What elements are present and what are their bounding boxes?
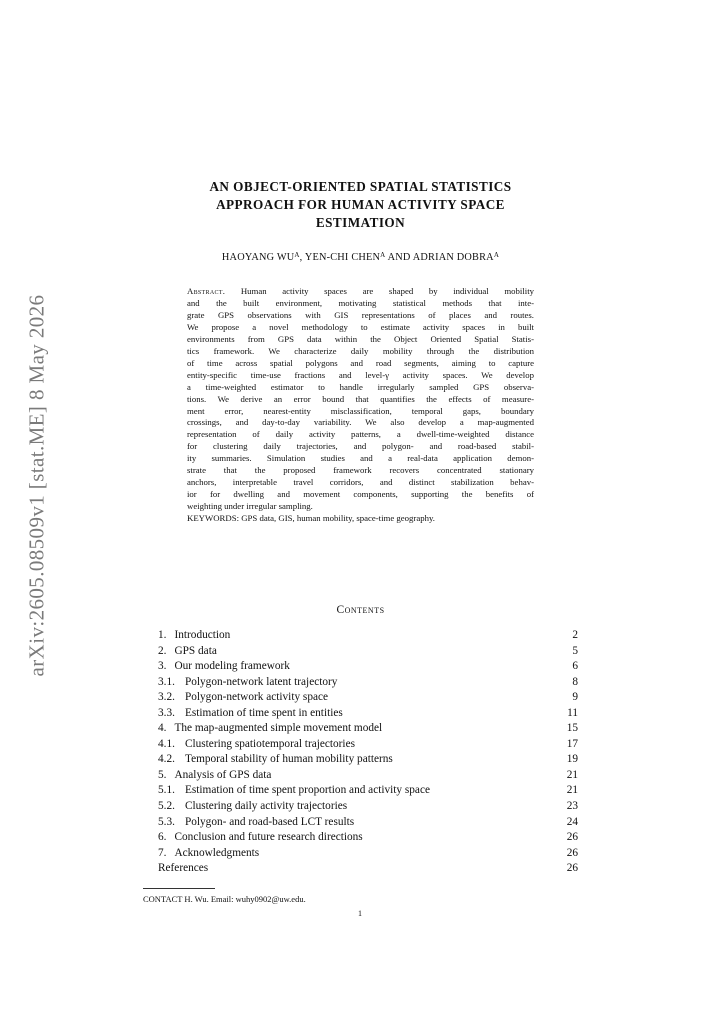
toc-entry[interactable]: [158, 628, 578, 644]
abstract-line: [187, 453, 534, 465]
toc-section-label: Estimation of time spent proportion and activity space: [184, 784, 430, 797]
abstract-line-text: representation of daily activity patterns, a dwell-time-weighted distance: [187, 429, 534, 440]
arxiv-identifier-stamp: [17, 290, 57, 680]
toc-entry[interactable]: [158, 846, 578, 862]
toc-section-label: Estimation of time spent in entities: [184, 706, 343, 719]
abstract-line: [187, 310, 534, 322]
toc-page-number: 26: [566, 831, 578, 844]
abstract-line: [187, 441, 534, 453]
toc-entry-title: [158, 783, 430, 799]
abstract-line-text: grate GPS observations with GIS representations of places and routes.: [187, 309, 534, 320]
abstract-line: [187, 465, 534, 477]
abstract-line-text: anchors, interpretable travel corridors, and distinct stabilization behav-: [187, 477, 534, 488]
toc-entry-title: [158, 659, 290, 675]
toc-entry[interactable]: [158, 690, 578, 706]
toc-entry[interactable]: [158, 783, 578, 799]
abstract-line: [187, 298, 534, 310]
toc-page-number: 26: [566, 862, 578, 875]
toc-section-number: 3.3.: [158, 706, 175, 719]
toc-section-number: 4.1.: [158, 737, 175, 750]
toc-section-number: 5.1.: [158, 784, 175, 797]
footnote-divider: [143, 888, 215, 889]
toc-entry[interactable]: [158, 815, 578, 831]
abstract-line-text: tions. We derive an error bound that quantifies the effects of measure-: [187, 393, 534, 404]
toc-section-label: The map-augmented simple movement model: [174, 722, 383, 735]
toc-section-label: Conclusion and future research directions: [174, 831, 363, 844]
toc-entry-title: [158, 644, 217, 660]
paper-title: [150, 178, 571, 232]
author-separator: AND: [385, 252, 413, 263]
contents-heading: Contents: [336, 604, 385, 616]
toc-entry[interactable]: [158, 659, 578, 675]
toc-section-label: References: [158, 862, 209, 875]
abstract-line-text: a time-weighted estimator to handle irregularly sampled GPS observa-: [187, 381, 534, 392]
abstract-line: [187, 501, 534, 513]
author-list: [150, 251, 571, 263]
author-name: HAOYANG WU: [221, 252, 295, 263]
toc-section-number: 3.1.: [158, 675, 175, 688]
toc-section-number: 2.: [158, 644, 167, 657]
table-of-contents: [158, 628, 578, 877]
toc-entry[interactable]: [158, 799, 578, 815]
toc-entry[interactable]: [158, 706, 578, 722]
toc-section-label: Introduction: [174, 629, 231, 641]
toc-entry-title: [158, 846, 259, 862]
abstract-line: [187, 429, 534, 441]
toc-page-number: 15: [566, 722, 578, 735]
toc-page-number: 24: [566, 815, 578, 828]
arxiv-identifier-text: arXiv:2605.08509v1 [stat.ME] 8 May 2026: [24, 294, 49, 676]
toc-page-number: 9: [572, 691, 578, 704]
toc-entry-title: [158, 768, 271, 784]
toc-page-number: 26: [566, 846, 578, 859]
abstract-line-text: ment error, nearest-entity misclassification, temporal gaps, boundary: [187, 405, 534, 416]
toc-section-label: Our modeling framework: [174, 660, 290, 673]
toc-page-number: 21: [566, 768, 578, 781]
title-line: ESTIMATION: [315, 215, 406, 230]
toc-entry[interactable]: [158, 737, 578, 753]
abstract-line: [187, 394, 534, 406]
toc-page-number: 8: [572, 675, 578, 688]
abstract-line: [187, 358, 534, 370]
toc-entry-title: [158, 690, 328, 706]
toc-entry[interactable]: [158, 830, 578, 846]
toc-section-number: 7.: [158, 846, 167, 859]
title-line: APPROACH FOR HUMAN ACTIVITY SPACE: [216, 197, 505, 212]
toc-section-label: Analysis of GPS data: [174, 768, 272, 781]
toc-entry-title: [158, 815, 354, 831]
abstract-line: [187, 334, 534, 346]
toc-entry[interactable]: [158, 861, 578, 877]
abstract-line-text: environments from GPS data within the Object Oriented Spatial Statis-: [187, 333, 534, 344]
title-line: AN OBJECT-ORIENTED SPATIAL STATISTICS: [209, 179, 512, 194]
toc-section-number: 1.: [158, 629, 167, 641]
toc-page-number: 23: [566, 800, 578, 813]
abstract-line: [187, 346, 534, 358]
toc-section-label: GPS data: [174, 644, 217, 657]
toc-section-number: 3.: [158, 660, 167, 673]
abstract-line-text: Human activity spaces are shaped by individual mobility: [240, 286, 535, 296]
abstract-line-text: entity-specific time-use fractions and level-γ activity spaces. We develop: [187, 369, 534, 380]
author-affiliation: A: [493, 251, 500, 259]
abstract-line: [187, 406, 534, 418]
toc-section-label: Polygon-network activity space: [184, 691, 329, 704]
abstract-line: [187, 382, 534, 394]
toc-page-number: 19: [566, 753, 578, 766]
toc-entry-title: [158, 830, 363, 846]
toc-page-number: 2: [572, 629, 578, 641]
abstract-line-text: and the built environment, motivating statistical methods that inte-: [187, 297, 534, 308]
toc-entry-title: [158, 737, 355, 753]
abstract-line-text: of time across spatial polygons and road segments, aiming to capture: [187, 357, 534, 368]
toc-entry-title: [158, 675, 337, 691]
toc-entry[interactable]: [158, 675, 578, 691]
toc-entry[interactable]: [158, 721, 578, 737]
toc-page-number: 6: [572, 660, 578, 673]
abstract-line-text: weighting under irregular sampling.: [187, 501, 313, 512]
toc-page-number: 5: [572, 644, 578, 657]
contact-footnote: CONTACT H. Wu. Email: wuhy0902@uw.edu.: [143, 894, 306, 904]
toc-page-number: 21: [566, 784, 578, 797]
toc-section-number: 5.: [158, 768, 167, 781]
toc-section-label: Clustering daily activity trajectories: [184, 800, 348, 813]
abstract-line: [187, 286, 534, 298]
toc-section-label: Polygon- and road-based LCT results: [184, 815, 355, 828]
toc-entry-title: [158, 628, 230, 644]
abstract-line-text: crossings, and day-to-day variability. We also develop a map-augmented: [187, 417, 534, 428]
author-name: ADRIAN DOBRA: [412, 252, 494, 263]
toc-entry[interactable]: [158, 768, 578, 784]
toc-entry-title: [158, 752, 393, 768]
toc-section-label: Clustering spatiotemporal trajectories: [184, 737, 355, 750]
toc-section-label: Polygon-network latent trajectory: [184, 675, 338, 688]
toc-entry[interactable]: [158, 644, 578, 660]
author-separator: ,: [299, 252, 305, 263]
toc-section-number: 5.2.: [158, 800, 175, 813]
page-number: 1: [358, 909, 362, 918]
author-name: YEN-CHI CHEN: [304, 252, 381, 263]
toc-page-number: 11: [567, 706, 578, 719]
toc-section-label: Acknowledgments: [174, 846, 260, 859]
author-affiliation: A: [294, 251, 300, 259]
toc-section-number: 6.: [158, 831, 167, 844]
keywords: KEYWORDS: GPS data, GIS, human mobility, space-time geography.: [187, 513, 435, 524]
toc-section-number: 5.3.: [158, 815, 175, 828]
abstract: [187, 286, 534, 525]
toc-entry[interactable]: [158, 752, 578, 768]
abstract-line-text: for clustering daily trajectories, and polygon- and road-based stabil-: [187, 441, 534, 452]
abstract-heading: Abstract.: [187, 286, 226, 296]
toc-entry-title: [158, 799, 347, 815]
toc-section-number: 3.2.: [158, 691, 175, 704]
toc-section-label: Temporal stability of human mobility patterns: [184, 753, 393, 766]
abstract-line: [187, 417, 534, 429]
abstract-line: [187, 489, 534, 501]
abstract-line: [187, 322, 534, 334]
abstract-line: [187, 477, 534, 489]
toc-entry-title: [158, 721, 382, 737]
abstract-line-text: strate that the proposed framework recovers concentrated stationary: [187, 465, 534, 476]
toc-page-number: 17: [566, 737, 578, 750]
abstract-line-text: We propose a novel methodology to estimate activity spaces in built: [187, 321, 534, 332]
abstract-line-text: ity summaries. Simulation studies and a real-data application demon-: [187, 453, 534, 464]
abstract-line: [187, 370, 534, 382]
abstract-line-text: tics framework. We characterize daily mobility through the distribution: [187, 345, 534, 356]
abstract-line-text: ior for dwelling and movement components, supporting the benefits of: [187, 489, 534, 500]
toc-section-number: 4.: [158, 722, 167, 735]
toc-section-number: 4.2.: [158, 753, 175, 766]
toc-entry-title: [158, 861, 208, 877]
author-affiliation: A: [380, 251, 386, 259]
toc-entry-title: [158, 706, 343, 722]
